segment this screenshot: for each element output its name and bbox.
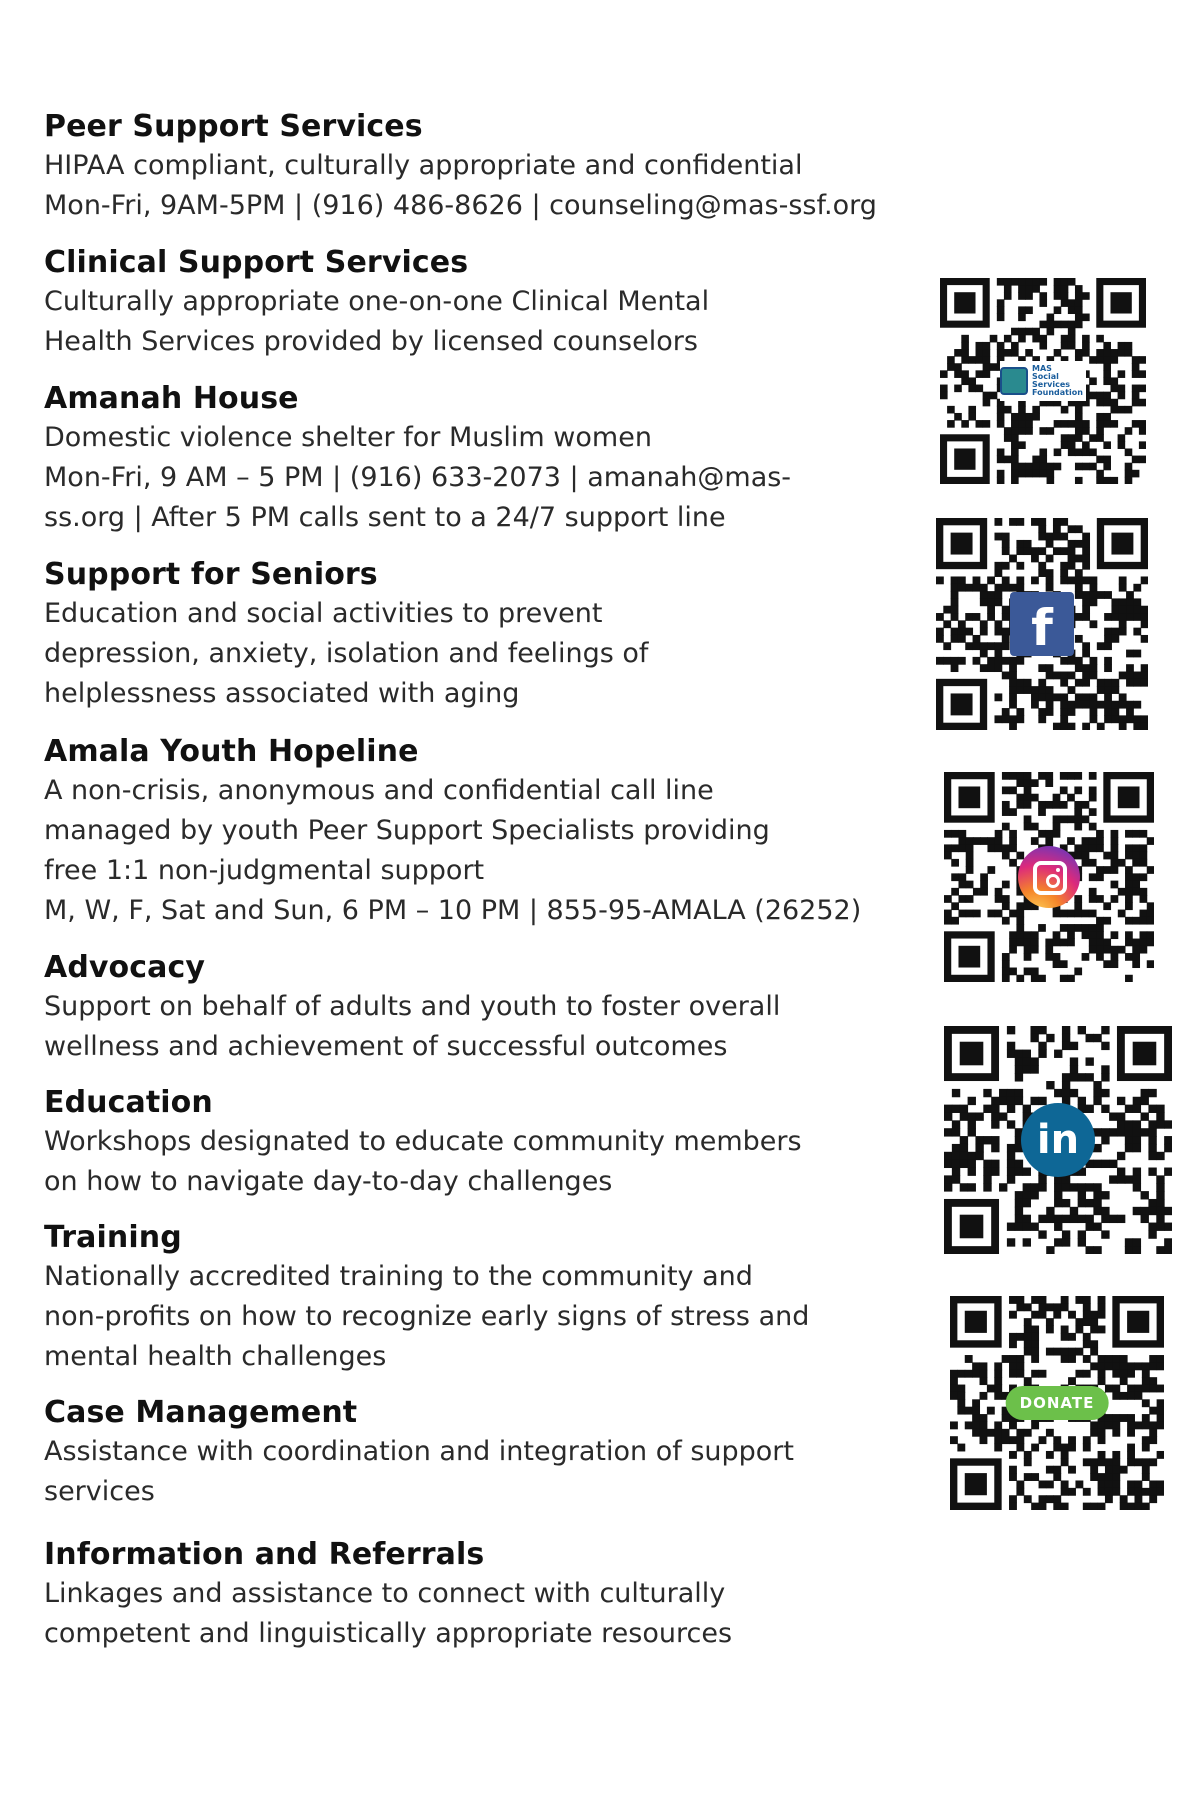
service-line: Health Services provided by licensed counselors [44,326,698,357]
qr-mas-website[interactable] [940,278,1146,484]
service-title: Information and Referrals [44,1537,485,1572]
qr-donate[interactable] [950,1296,1164,1510]
service-advocacy [44,949,944,1067]
logo-text-line: MAS [1032,364,1052,373]
mas-logo-text [1032,365,1083,397]
service-line: A non-crisis, anonymous and confidential call line [44,775,714,806]
service-title: Clinical Support Services [44,245,469,280]
service-title: Advocacy [44,950,206,985]
logo-text-line: Social [1032,372,1059,381]
service-line: Linkages and assistance to connect with culturally [44,1578,726,1609]
service-line: competent and linguistically appropriate resources [44,1618,733,1649]
service-line: Culturally appropriate one-on-one Clinical Mental [44,286,710,317]
service-line: ss.org | After 5 PM calls sent to a 24/7 support line [44,502,726,533]
service-line: depression, anxiety, isolation and feelings of [44,638,649,669]
service-line: Mon-Fri, 9AM-5PM | (916) 486-8626 | counseling@mas-ssf.org [44,190,877,221]
service-line: Mon-Fri, 9 AM – 5 PM | (916) 633-2073 | amanah@mas- [44,462,792,493]
qr-instagram[interactable] [944,772,1154,982]
logo-text-line: Foundation [1032,388,1083,397]
service-line: HIPAA compliant, culturally appropriate and confidential [44,150,803,181]
donate-badge: DONATE [1006,1386,1109,1420]
service-information-referrals [44,1536,944,1654]
facebook-icon: f [1010,592,1074,656]
service-line: free 1:1 non-judgmental support [44,855,485,886]
service-title: Amanah House [44,381,299,416]
service-line: mental health challenges [44,1341,387,1372]
service-line: non-profits on how to recognize early signs of stress and [44,1301,810,1332]
service-amala-youth-hopeline [44,733,944,931]
service-education [44,1084,944,1202]
instagram-icon [1018,846,1080,908]
mas-logo [1000,361,1086,401]
service-line: wellness and achievement of successful outcomes [44,1031,728,1062]
linkedin-icon: in [1021,1103,1095,1177]
service-clinical-support [44,244,944,362]
mas-logo-mark [1000,367,1028,395]
service-training [44,1219,944,1377]
qr-linkedin[interactable] [944,1026,1172,1254]
service-line: Workshops designated to educate community members [44,1126,802,1157]
service-title: Peer Support Services [44,109,423,144]
service-line: services [44,1476,155,1507]
service-line: M, W, F, Sat and Sun, 6 PM – 10 PM | 855-95-AMALA (26252) [44,895,862,926]
service-line: on how to navigate day-to-day challenges [44,1166,613,1197]
service-line: helplessness associated with aging [44,678,520,709]
service-title: Training [44,1220,182,1255]
service-case-management [44,1394,944,1512]
service-line: Assistance with coordination and integration of support [44,1436,794,1467]
logo-text-line: Services [1032,380,1071,389]
service-amanah-house [44,380,944,538]
service-title: Education [44,1085,213,1120]
service-peer-support [44,108,944,226]
service-title: Case Management [44,1395,358,1430]
service-line: Support on behalf of adults and youth to foster overall [44,991,781,1022]
service-title: Support for Seniors [44,557,378,592]
service-line: Nationally accredited training to the community and [44,1261,753,1292]
service-title: Amala Youth Hopeline [44,734,419,769]
service-line: managed by youth Peer Support Specialists providing [44,815,770,846]
service-line: Education and social activities to prevent [44,598,603,629]
qr-facebook[interactable] [936,518,1148,730]
service-support-seniors [44,556,944,714]
service-line: Domestic violence shelter for Muslim women [44,422,652,453]
